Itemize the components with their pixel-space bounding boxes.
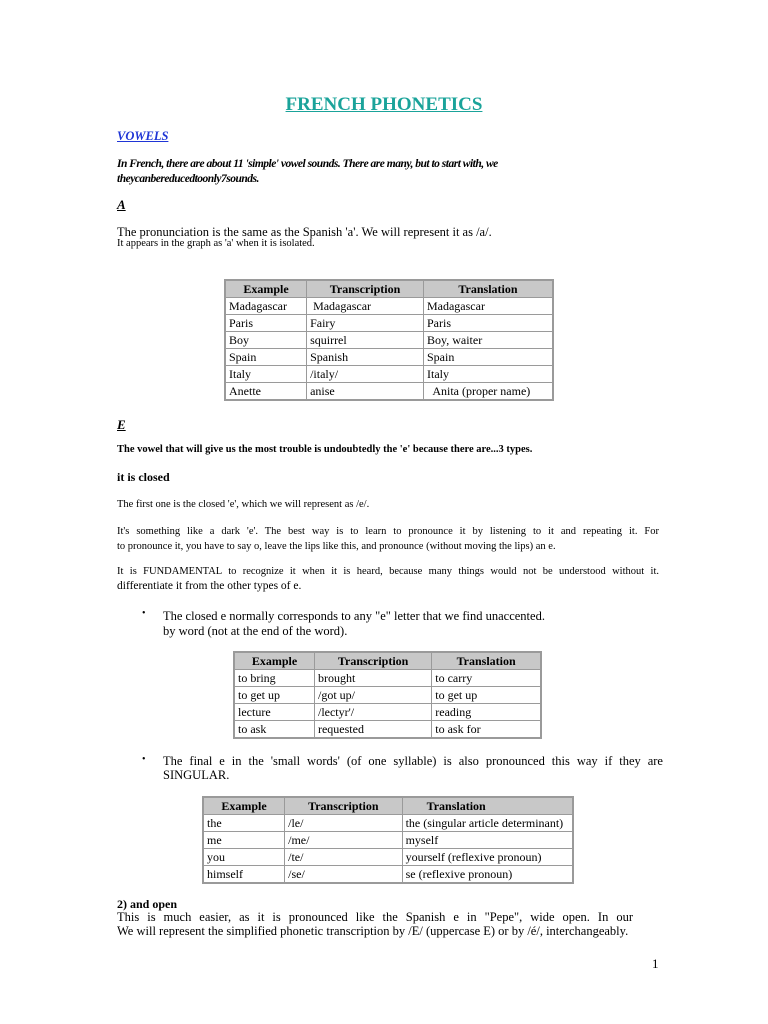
table-cell: Fairy xyxy=(307,315,424,332)
table-cell: Spain xyxy=(423,349,553,366)
dark-e-line-2: to pronounce it, you have to say o, leave the lips like this, and pronounce (without moving the lips) an e. xyxy=(117,541,556,552)
table-cell: /te/ xyxy=(285,849,402,866)
table-cell: /me/ xyxy=(285,832,402,849)
vowels-heading: VOWELS xyxy=(117,129,169,143)
table-cell: /italy/ xyxy=(307,366,424,383)
table-cell: brought xyxy=(314,670,431,687)
table-row xyxy=(225,366,553,383)
table-cell: Madagascar xyxy=(423,298,553,315)
col-translation: Translation xyxy=(402,797,573,815)
table-cell: /se/ xyxy=(285,866,402,884)
table-row xyxy=(225,383,553,401)
bullet-marker: • xyxy=(142,754,146,765)
table-row xyxy=(234,721,541,739)
table-cell: Italy xyxy=(423,366,553,383)
table-cell: you xyxy=(203,849,285,866)
table-cell: Boy, waiter xyxy=(423,332,553,349)
section-e-heading: E xyxy=(117,417,126,432)
table-cell: reading xyxy=(432,704,541,721)
table-cell: Paris xyxy=(225,315,307,332)
table-cell: /got up/ xyxy=(314,687,431,704)
table-cell: to get up xyxy=(234,687,314,704)
bullet-1-line-2: by word (not at the end of the word). xyxy=(163,624,348,638)
table-cell: Anette xyxy=(225,383,307,401)
table-cell: the xyxy=(203,815,285,832)
closed-heading: it is closed xyxy=(117,470,170,484)
vowel-a-table xyxy=(224,279,554,401)
table-cell: to ask xyxy=(234,721,314,739)
table-cell: the (singular article determinant) xyxy=(402,815,573,832)
table-row xyxy=(234,704,541,721)
table-cell: Italy xyxy=(225,366,307,383)
singular-e-table xyxy=(202,796,574,884)
bullet-2-line-1: The final e in the 'small words' (of one syllable) is also pronounced this way if they are xyxy=(163,754,663,768)
col-transcription: Transcription xyxy=(285,797,402,815)
table-cell: se (reflexive pronoun) xyxy=(402,866,573,884)
page-number: 1 xyxy=(652,956,659,971)
table-cell: lecture xyxy=(234,704,314,721)
table-row xyxy=(234,670,541,687)
col-example: Example xyxy=(203,797,285,815)
table-cell: Madagascar xyxy=(307,298,424,315)
table-row xyxy=(234,687,541,704)
table-row xyxy=(203,832,573,849)
fundamental-line-1: It is FUNDAMENTAL to recognize it when it is heard, because many things would not be understood without it. xyxy=(117,566,659,577)
page-title: FRENCH PHONETICS xyxy=(285,94,483,115)
table-row xyxy=(225,315,553,332)
table-row xyxy=(203,866,573,884)
intro-paragraph xyxy=(117,157,517,187)
table-cell: /le/ xyxy=(285,815,402,832)
table-cell: myself xyxy=(402,832,573,849)
table-cell: anise xyxy=(307,383,424,401)
table-cell: himself xyxy=(203,866,285,884)
table-cell: to bring xyxy=(234,670,314,687)
section-a-line-2: It appears in the graph as 'a' when it is isolated. xyxy=(117,238,315,249)
table-cell: /lectyr'/ xyxy=(314,704,431,721)
section-a-line-1: The pronunciation is the same as the Spanish 'a'. We will represent it as /a/. xyxy=(117,225,492,239)
table-cell: Anita (proper name) xyxy=(423,383,553,401)
section-a-heading: A xyxy=(117,197,126,212)
table-cell: me xyxy=(203,832,285,849)
col-example: Example xyxy=(225,280,307,298)
table-cell: to carry xyxy=(432,670,541,687)
intro-line-2: theycanbereducedtoonly7sounds. xyxy=(117,173,259,185)
table-cell: Spain xyxy=(225,349,307,366)
table-cell: to ask for xyxy=(432,721,541,739)
table-cell: to get up xyxy=(432,687,541,704)
open-line-2: We will represent the simplified phonetic transcription by /E/ (uppercase E) or by /é/, interchangeably. xyxy=(117,924,629,938)
col-transcription: Transcription xyxy=(314,652,431,670)
dark-e-line-1: It's something like a dark 'e'. The best way is to learn to pronounce it by listening to it and repeating it. For xyxy=(117,526,659,537)
bullet-2-line-2: SINGULAR. xyxy=(163,768,230,782)
table-cell: squirrel xyxy=(307,332,424,349)
table-row xyxy=(225,349,553,366)
table-cell: Paris xyxy=(423,315,553,332)
col-transcription: Transcription xyxy=(307,280,424,298)
intro-line-1: In French, there are about 11 'simple' vowel sounds. There are many, but to start with, we xyxy=(117,158,498,170)
open-line-1: This is much easier, as it is pronounced like the Spanish e in "Pepe", wide open. In our xyxy=(117,910,633,924)
open-heading: 2) and open xyxy=(117,897,178,911)
col-translation: Translation xyxy=(423,280,553,298)
table-cell: Boy xyxy=(225,332,307,349)
col-translation: Translation xyxy=(432,652,541,670)
table-cell: requested xyxy=(314,721,431,739)
table-row xyxy=(203,815,573,832)
closed-line: The first one is the closed 'e', which we will represent as /e/. xyxy=(117,499,370,510)
table-row xyxy=(203,849,573,866)
fundamental-line-2: differentiate it from the other types of e. xyxy=(117,580,302,592)
table-row xyxy=(225,332,553,349)
col-example: Example xyxy=(234,652,314,670)
table-header-row xyxy=(225,280,553,298)
e-trouble-line: The vowel that will give us the most trouble is undoubtedly the 'e' because there are...3 types. xyxy=(117,444,533,455)
table-cell: Spanish xyxy=(307,349,424,366)
closed-e-table xyxy=(233,651,542,739)
table-row xyxy=(225,298,553,315)
bullet-1-line-1: The closed e normally corresponds to any "e" letter that we find unaccented. xyxy=(163,609,545,623)
table-header-row xyxy=(203,797,573,815)
table-header-row xyxy=(234,652,541,670)
table-cell: Madagascar xyxy=(225,298,307,315)
bullet-marker: • xyxy=(142,608,146,619)
table-cell: yourself (reflexive pronoun) xyxy=(402,849,573,866)
